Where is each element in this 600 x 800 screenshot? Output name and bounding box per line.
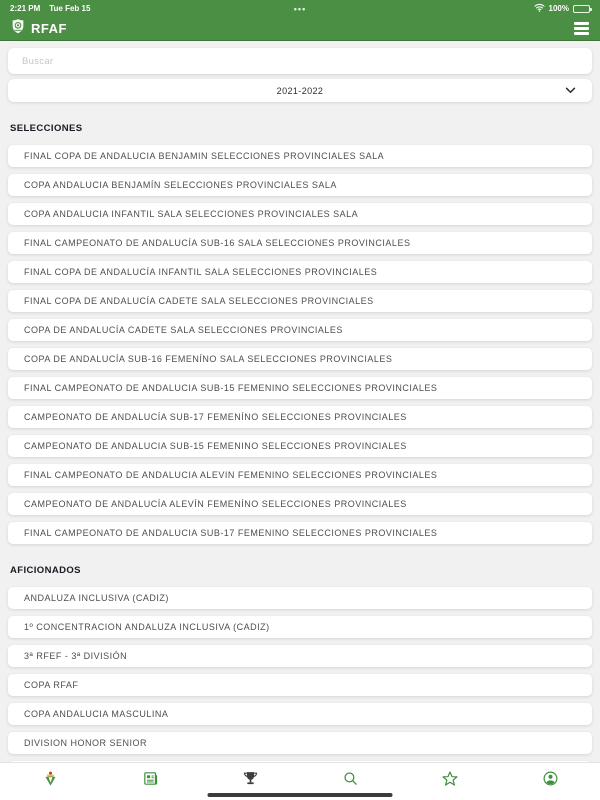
list-item[interactable]: ANDALUZA INCLUSIVA (CADIZ) bbox=[8, 587, 592, 609]
list-item[interactable]: FINAL CAMPEONATO DE ANDALUCIA SUB-15 FEMENINO SELECCIONES PROVINCIALES bbox=[8, 377, 592, 399]
list-item[interactable]: FINAL COPA DE ANDALUCÍA CADETE SALA SELECCIONES PROVINCIALES bbox=[8, 290, 592, 312]
menu-button[interactable] bbox=[573, 19, 590, 38]
list-item[interactable]: COPA ANDALUCIA INFANTIL SALA SELECCIONES PROVINCIALES SALA bbox=[8, 203, 592, 225]
battery-percent: 100% bbox=[548, 4, 569, 13]
tab-search[interactable] bbox=[300, 770, 400, 792]
trophy-icon bbox=[242, 770, 259, 792]
season-value: 2021-2022 bbox=[276, 85, 324, 96]
content-area bbox=[0, 41, 600, 783]
tab-news[interactable] bbox=[100, 770, 200, 792]
app-header bbox=[0, 17, 600, 41]
tab-favorites[interactable] bbox=[400, 770, 500, 793]
tab-account[interactable] bbox=[500, 770, 600, 792]
list-item[interactable]: 3ª RFEF - 3ª DIVISIÓN bbox=[8, 645, 592, 667]
rfaf-crest-icon bbox=[10, 18, 26, 39]
list-item[interactable]: CAMPEONATO DE ANDALUCÍA ALEVÍN FEMENÍNO SELECCIONES PROVINCIALES bbox=[8, 493, 592, 515]
list-item[interactable]: DIVISION HONOR SENIOR bbox=[8, 732, 592, 754]
list-item[interactable]: COPA DE ANDALUCÍA CADETE SALA SELECCIONES PROVINCIALES bbox=[8, 319, 592, 341]
brand bbox=[10, 18, 67, 39]
battery-icon bbox=[573, 5, 590, 13]
list-item[interactable]: CAMPEONATO DE ANDALUCIA SUB-15 FEMENINO SELECCIONES PROVINCIALES bbox=[8, 435, 592, 457]
season-select[interactable] bbox=[8, 79, 592, 102]
section-title: SELECCIONES bbox=[10, 123, 83, 134]
tab-competitions[interactable] bbox=[200, 770, 300, 792]
sections bbox=[8, 123, 592, 783]
search-input[interactable] bbox=[22, 56, 578, 67]
list-item[interactable]: FINAL COPA DE ANDALUCÍA INFANTIL SALA SELECCIONES PROVINCIALES bbox=[8, 261, 592, 283]
home-indicator[interactable] bbox=[208, 793, 393, 797]
list-item[interactable]: FINAL COPA DE ANDALUCIA BENJAMIN SELECCIONES PROVINCIALES SALA bbox=[8, 145, 592, 167]
chevron-down-icon bbox=[565, 86, 576, 96]
news-icon bbox=[142, 770, 159, 792]
status-bar bbox=[0, 0, 600, 17]
list-item[interactable]: COPA RFAF bbox=[8, 674, 592, 696]
wifi-icon bbox=[534, 3, 545, 14]
app-title: RFAF bbox=[31, 21, 67, 36]
tab-club[interactable] bbox=[0, 770, 100, 792]
list-item[interactable]: COPA ANDALUCIA BENJAMÍN SELECCIONES PROVINCIALES SALA bbox=[8, 174, 592, 196]
search-box bbox=[8, 48, 592, 74]
status-dots: ••• bbox=[293, 3, 307, 14]
list-item[interactable]: FINAL CAMPEONATO DE ANDALUCÍA SUB-16 SALA SELECCIONES PROVINCIALES bbox=[8, 232, 592, 254]
list-item[interactable]: CAMPEONATO DE ANDALUCÍA SUB-17 FEMENÍNO SELECCIONES PROVINCIALES bbox=[8, 406, 592, 428]
account-icon bbox=[542, 770, 559, 792]
list-item[interactable]: COPA DE ANDALUCÍA SUB-16 FEMENÍNO SALA SELECCIONES PROVINCIALES bbox=[8, 348, 592, 370]
list-item[interactable]: FINAL CAMPEONATO DE ANDALUCIA ALEVIN FEMENINO SELECCIONES PROVINCIALES bbox=[8, 464, 592, 486]
search-icon bbox=[342, 770, 359, 792]
list-item[interactable]: COPA ANDALUCIA MASCULINA bbox=[8, 703, 592, 725]
date: Tue Feb 15 bbox=[49, 4, 91, 13]
club-crest-icon bbox=[42, 770, 59, 792]
list-item[interactable]: FINAL CAMPEONATO DE ANDALUCIA SUB-17 FEMENINO SELECCIONES PROVINCIALES bbox=[8, 522, 592, 544]
list-item[interactable]: 1º CONCENTRACION ANDALUZA INCLUSIVA (CADIZ) bbox=[8, 616, 592, 638]
section-title: AFICIONADOS bbox=[10, 565, 81, 576]
star-icon bbox=[441, 770, 459, 793]
clock: 2:21 PM bbox=[10, 4, 41, 13]
